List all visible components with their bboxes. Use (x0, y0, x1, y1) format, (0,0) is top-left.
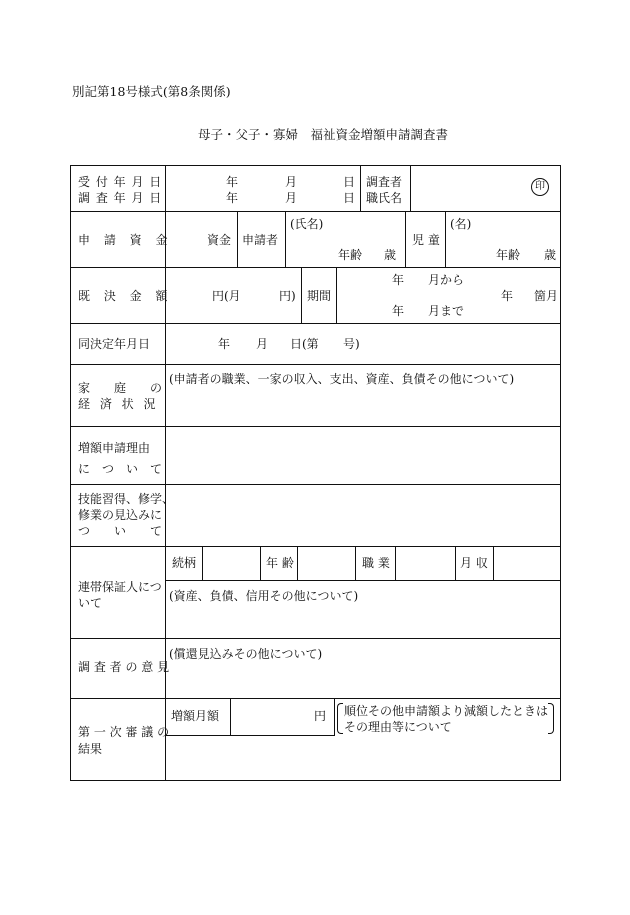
yen-unit: 円 (314, 709, 327, 723)
label-child-name: (名) (450, 217, 472, 231)
label-skill-3: つ い て (78, 524, 163, 538)
row-divider (70, 267, 561, 268)
label-child-age: 年齢 (496, 248, 521, 262)
result-note-line-1: 順位その他申請額より減額したときは (344, 704, 549, 718)
label-monthly-income: 月 収 (460, 556, 488, 570)
label-name: (氏名) (290, 217, 324, 231)
child-age-unit: 歳 (544, 248, 557, 262)
label-skill-1: 技能習得、修学、 (78, 492, 175, 506)
year-text: 年 (226, 191, 239, 205)
row-divider (70, 698, 561, 699)
cell-divider (301, 267, 302, 323)
row-divider (70, 484, 561, 485)
year-text: 年 (226, 175, 239, 189)
cell-divider (455, 546, 456, 580)
cell-divider (297, 546, 298, 580)
cell-divider (445, 211, 446, 267)
row-divider (165, 735, 335, 736)
table-border-top (70, 165, 561, 166)
cell-divider (493, 546, 494, 580)
seal-mark: 印 (531, 178, 549, 196)
bracket-right (548, 703, 554, 734)
label-age: 年齢 (338, 248, 363, 262)
label-application-fund: 申 請 資 金 (78, 233, 173, 247)
label-surveyor-opinion: 調 査 者 の 意 見 (78, 660, 170, 674)
age-unit: 歳 (384, 248, 397, 262)
label-relation: 続柄 (172, 556, 197, 570)
months-year: 年 (501, 289, 514, 303)
label-decided-amount: 既 決 金 額 (78, 289, 173, 303)
page-title: 母子・父子・寡婦 福祉資金増額申請調査書 (198, 127, 449, 142)
cell-divider (237, 211, 238, 267)
period-to-month: 月まで (428, 304, 465, 318)
month-text: 月 (285, 191, 298, 205)
cell-divider (395, 546, 396, 580)
month-text: 月 (285, 175, 298, 189)
period-from-month: 月から (428, 273, 465, 287)
bracket-left (337, 703, 343, 734)
label-monthly-increase: 増額月額 (171, 709, 220, 723)
label-column-divider (165, 165, 166, 780)
months-unit: 箇月 (534, 289, 559, 303)
cell-divider (285, 211, 286, 267)
number-close: 号) (343, 337, 360, 351)
label-applicant: 申請者 (242, 233, 279, 247)
fund-suffix: 資金 (207, 233, 232, 247)
label-regarding: に つ い て (78, 462, 163, 476)
month-text: 月 (256, 337, 269, 351)
label-economic-status: 経 済 状 況 (78, 397, 159, 411)
row-divider (70, 426, 561, 427)
label-surveyor-name: 職氏名 (366, 191, 403, 205)
row-divider (70, 211, 561, 212)
table-border-bottom (70, 780, 561, 781)
cell-divider (230, 698, 231, 735)
cell-divider (202, 546, 203, 580)
cell-divider (405, 211, 406, 267)
row-divider (70, 638, 561, 639)
day-number-open: 日(第 (290, 337, 319, 351)
table-border-right (560, 165, 561, 780)
label-household: 家 庭 の (78, 381, 163, 395)
cell-divider (360, 165, 361, 211)
label-period: 期間 (307, 289, 332, 303)
row-divider (70, 546, 561, 547)
label-first-deliberation: 第 一 次 審 議 の (78, 725, 170, 739)
result-note-line-2: その理由等について (344, 720, 452, 734)
label-result: 結果 (78, 742, 103, 756)
label-survey-date: 調 査 年 月 日 (78, 191, 163, 205)
row-divider (70, 323, 561, 324)
yen-per-month-open: 円(月 (212, 289, 241, 303)
form-number: 別記第18号様式(第8条関係) (72, 84, 231, 99)
label-occupation: 職 業 (362, 556, 390, 570)
label-child: 児 童 (412, 233, 440, 247)
table-border-left (70, 165, 71, 780)
period-to-year: 年 (392, 304, 405, 318)
economy-note: (申請者の職業、一家の収入、支出、資産、負債その他について) (169, 372, 515, 386)
cell-divider (260, 546, 261, 580)
yen-close: 円) (279, 289, 296, 303)
day-text: 日 (343, 175, 356, 189)
label-increase-reason: 増額申請理由 (78, 441, 151, 455)
year-text: 年 (218, 337, 231, 351)
label-skill-2: 修業の見込みに (78, 508, 163, 522)
label-guarantor-age: 年 齢 (266, 556, 294, 570)
label-receipt-date: 受 付 年 月 日 (78, 175, 163, 189)
label-guarantor-1: 連帯保証人につ (78, 580, 162, 594)
period-from-year: 年 (392, 273, 405, 287)
row-divider (70, 364, 561, 365)
cell-divider (334, 698, 335, 735)
row-divider (165, 580, 561, 581)
guarantor-note: (資産、負債、信用その他について) (169, 589, 359, 603)
day-text: 日 (343, 191, 356, 205)
label-guarantor-2: いて (78, 596, 103, 610)
cell-divider (355, 546, 356, 580)
label-same-decision-date: 同決定年月日 (78, 337, 151, 351)
cell-divider (410, 165, 411, 211)
label-surveyor: 調査者 (366, 175, 403, 189)
cell-divider (336, 267, 337, 323)
opinion-note: (償還見込みその他について) (169, 647, 323, 661)
